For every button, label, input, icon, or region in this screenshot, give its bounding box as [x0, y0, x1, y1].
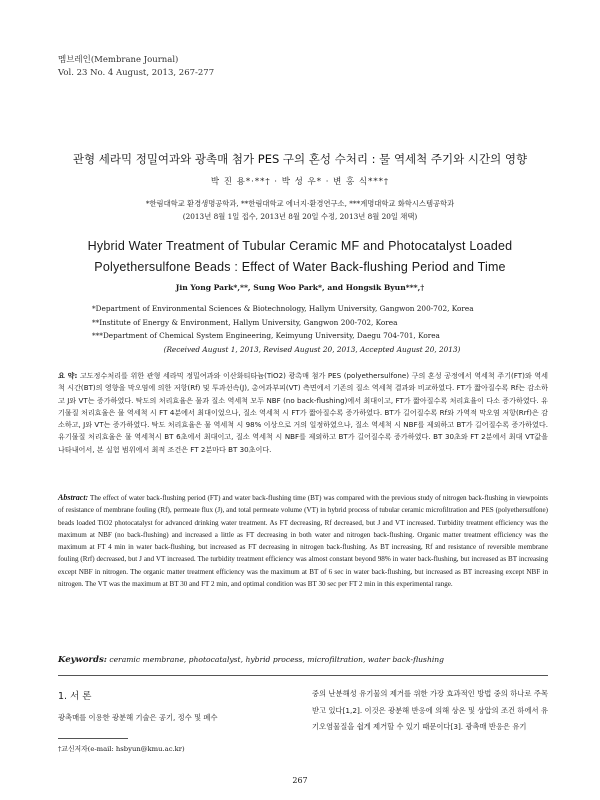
korean-title: 관형 세라믹 정밀여과와 광촉매 첨가 PES 구의 혼성 수처리 : 물 역세척 주기와 시간의 영향: [72, 152, 528, 166]
footnote-divider: [58, 738, 128, 739]
journal-name: 멤브레인(Membrane Journal): [58, 55, 179, 65]
keywords: [58, 655, 548, 665]
english-affiliation-1: *Department of Environmental Sciences & Biotechnology, Hallym University, Gangwon 200-702, Korea: [92, 304, 474, 313]
english-abstract: [58, 492, 548, 590]
korean-affiliation-text: *한림대학교 환경생명공학과, **한림대학교 에너지·환경연구소, ***계명대학교 화학시스템공학과: [145, 199, 455, 208]
korean-abstract-label: 요 약:: [58, 371, 78, 380]
korean-dates: (2013년 8월 1일 접수, 2013년 8월 20일 수정, 2013년 8월 20일 채택): [182, 212, 418, 221]
english-affiliations: [92, 302, 532, 356]
page-number: 267: [292, 776, 308, 785]
english-affiliation-3: ***Department of Chemical System Engineering, Keimyung University, Daegu 704-701, Korea: [92, 331, 440, 340]
korean-affiliation: [40, 197, 560, 223]
korean-abstract-text: 고도정수처리를 위한 관형 세라믹 정밀여과와 이산화티타늄(TiO2) 광촉매 첨가 PES (polyethersulfone) 구의 혼성 공정에서 역세척 주기(FT)와 역세척 시간(BT)의 영향을 막오염에 의한 저항(Rf) 및 투과선속(J), 총여과부피(VT) 측면에서 기존의 질소 역세척 결과와 비교하였다. FT가 짧아질수록 Rf는 감소하고 J와 VT는 증가하였다. 탁도의 처리효율은 물과 질소 역세척 모두 NBF (no back-flushing)에서 최대이고, FT가 짧아질수록 처리효율이 다소 증가하였다. 유기물질 처리효율은 물 역세척 시 FT 4분에서 최대이었으나, 질소 역세척 시 FT가 짧아질수록 증가하였다. BT가 길어질수록 Rf와 가역적 막오염 저항(Rrf)은 감소하고, J와 VT는 증가하였다. 탁도 처리효율은 물 역세척 시 98% 이상으로 거의 일정하였으나, 질소 역세척 시 NBF를 제외하고 BT가 길어질수록 증가하였다. 유기물질 처리효율은 물 역세척시 BT 6초에서 최대이고, 질소 역세척 시 NBF를 제외하고 BT가 길어질수록 증가하였다. BT 30초와 FT 2분에서 최대 VT값을 나타내어서, 본 실험 범위에서 최적 조건은 FT 2분마다 BT 30초이다.: [58, 371, 549, 454]
english-authors: Jin Yong Park*,**, Sung Woo Park*, and Hongsik Byun***,†: [175, 283, 425, 292]
journal-issue: Vol. 23 No. 4 August, 2013, 267-277: [58, 68, 215, 78]
keywords-text: ceramic membrane, photocatalyst, hybrid process, microfiltration, water back-flushing: [109, 655, 445, 664]
keywords-label: Keywords:: [58, 655, 107, 665]
english-title: [40, 236, 560, 278]
english-title-line2: Polyethersulfone Beads : Effect of Water Back-flushing Period and Time: [94, 260, 506, 274]
intro-right-column: 중의 난분해성 유기물의 제거를 위한 가장 효과적인 방법 중의 하나로 주목 받고 있다[1,2]. 이것은 광분해 반응에 의해 상온 및 상압의 조건 하에서 유기오염물질을 쉽게 제거할 수 있기 때문이다[3]. 광촉매 반응은 유기: [312, 689, 548, 731]
english-affiliation-2: **Institute of Energy & Environment, Hallym University, Gangwon 200-702, Korea: [92, 317, 398, 327]
korean-abstract: [58, 370, 548, 456]
english-abstract-text: The effect of water back-flushing period (FT) and water back-flushing time (BT) was compared with the previous study of nitrogen back-flushing in viewpoints of resistance of membrane fouling (Rf), permeate flux (J), and total permeate volume (VT) in hybrid process of tubular ceramic microfiltration and PES (polyethersulfone) beads loaded TiO2 photocatalyst for advanced drinking water treatment. As FT decreasing, Rf decreased, but J and VT increased. Turbidity treatment efficiency was the maximum at NBF (no back-flushing) and increased a little as FT decreasing in both water and nitrogen back-flushing. Organic matter treatment efficiency was the maximum at FT 4 min in water back-flushing, but increased as FT decreasing in nitrogen back-flushing. As BT increasing, Rf and resistance of reversible membrane fouling (Rrf) decreased, but J and VT increased. The turbidity treatment efficiency was almost constant beyond 98% in water back-flushing, but increased as BT increasing except NBF in nitrogen. The organic matter treatment efficiency was the maximum at BT of 6 sec in water back-flushing, but increased as BT increasing except NBF in nitrogen. The VT was the maximum at BT 30 and FT 2 min, and optimal condition was BT 30 sec per FT 2 min in this experimental range.: [58, 494, 548, 589]
journal-header: [58, 54, 214, 80]
section-divider: [58, 675, 548, 676]
korean-authors: 박 진 용*·**† · 박 성 우* · 변 홍 식***†: [210, 177, 390, 187]
received-dates: (Received August 1, 2013, Revised August 20, 2013, Accepted August 20, 2013): [163, 344, 461, 354]
english-abstract-label: Abstract:: [58, 493, 89, 502]
footnote: †교신저자(e-mail: hsbyun@kmu.ac.kr): [58, 745, 185, 753]
english-title-line1: Hybrid Water Treatment of Tubular Ceramic MF and Photocatalyst Loaded: [87, 239, 513, 253]
intro-left-column: 광촉매를 이용한 광분해 기술은 공기, 정수 및 폐수: [58, 713, 218, 722]
section-heading: 1. 서 론: [58, 691, 92, 702]
